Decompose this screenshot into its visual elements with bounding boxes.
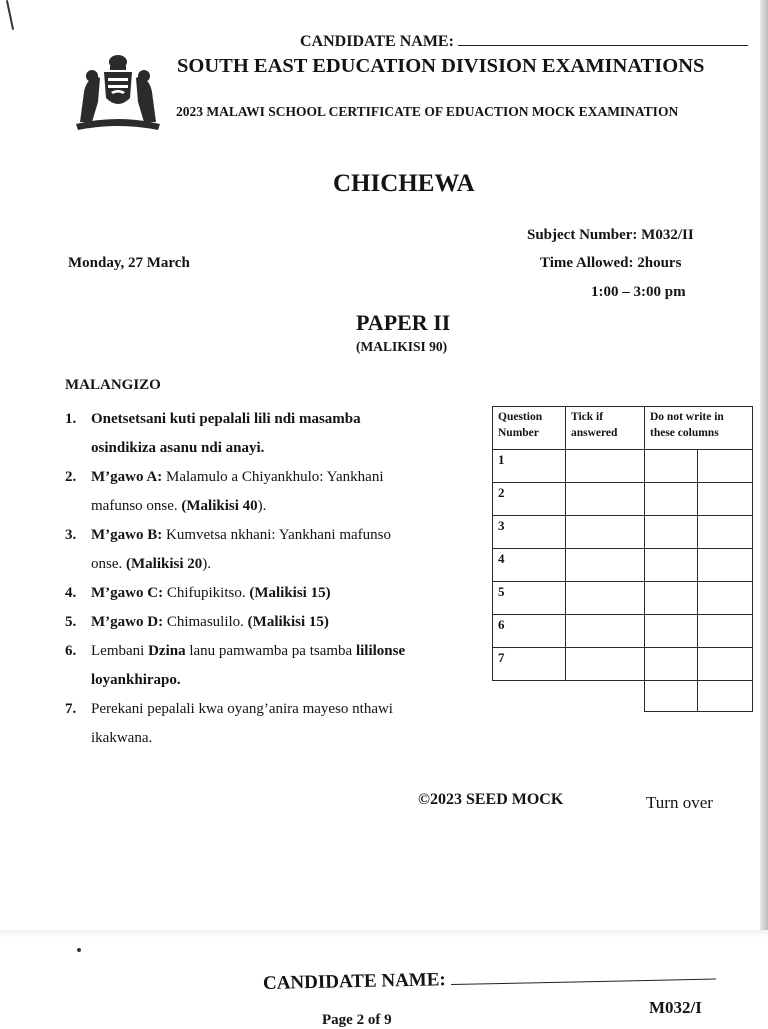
examiner-cell <box>698 549 753 582</box>
table-total-row <box>493 681 753 712</box>
examiner-cell <box>645 483 698 516</box>
question-number-cell: 5 <box>493 582 566 615</box>
subject-title: CHICHEWA <box>333 170 475 197</box>
candidate-name-line <box>458 45 748 46</box>
examiner-cell <box>698 483 753 516</box>
page-gap <box>0 930 768 938</box>
instructions-list <box>65 405 425 753</box>
question-number-cell: 2 <box>493 483 566 516</box>
examiner-cell <box>645 516 698 549</box>
next-candidate-name-row <box>263 964 716 995</box>
examiner-total-cell <box>645 681 698 712</box>
examiner-cell <box>698 516 753 549</box>
instruction-item: 1. Onetsetsani kuti pepalali lili ndi masamba osindikiza asanu ndi anayi. <box>65 411 361 456</box>
next-page-number: Page 2 of 9 <box>322 1012 392 1028</box>
instructions-heading: MALANGIZO <box>65 377 161 393</box>
examiner-cell <box>645 450 698 483</box>
instruction-item: 6. Lembani Dzina lanu pamwamba pa tsamba lililonse loyankhirapo. <box>65 643 406 688</box>
paper-title: PAPER II <box>356 310 451 335</box>
question-number-cell: 4 <box>493 549 566 582</box>
next-page-code: M032/I <box>649 998 702 1017</box>
table-row <box>493 648 753 681</box>
examiner-cell <box>698 582 753 615</box>
copyright: ©2023 SEED MOCK <box>418 791 564 808</box>
examiner-cell <box>645 549 698 582</box>
question-number-cell: 6 <box>493 615 566 648</box>
examiner-cell <box>698 450 753 483</box>
tick-cell[interactable] <box>566 483 645 516</box>
instruction-item: 2. M’gawo A: Malamulo a Chiyankhulo: Yankhani mafunso onse. (Malikisi 40). <box>65 469 384 514</box>
tick-cell[interactable] <box>566 450 645 483</box>
table-row <box>493 516 753 549</box>
turn-over: Turn over <box>646 793 713 812</box>
table-header-row <box>493 407 753 450</box>
instruction-item: 7. Perekani pepalali kwa oyang’anira mayeso nthawi ikakwana. <box>65 701 393 746</box>
tick-cell[interactable] <box>566 516 645 549</box>
paper-marks: (MALIKISI 90) <box>356 339 448 354</box>
tick-cell[interactable] <box>566 615 645 648</box>
tick-cell[interactable] <box>566 582 645 615</box>
malawi-coat-of-arms-icon <box>70 52 166 132</box>
question-number-cell: 3 <box>493 516 566 549</box>
next-candidate-name-label: CANDIDATE NAME: <box>262 969 446 994</box>
examiner-cell <box>645 582 698 615</box>
exam-title: 2023 MALAWI SCHOOL CERTIFICATE OF EDUACTION MOCK EXAMINATION <box>176 104 679 119</box>
examiner-cell <box>698 615 753 648</box>
header-tick-if-answered: Tick if answered <box>566 407 645 450</box>
table-row <box>493 615 753 648</box>
question-table <box>492 406 753 712</box>
division-title: SOUTH EAST EDUCATION DIVISION EXAMINATIONS <box>177 55 705 77</box>
table-row <box>493 549 753 582</box>
time-allowed: Time Allowed: 2hours <box>540 255 682 271</box>
candidate-name-label: CANDIDATE NAME: <box>300 33 454 50</box>
examiner-cell <box>645 648 698 681</box>
time-range: 1:00 – 3:00 pm <box>591 284 686 300</box>
instruction-item: 3. M’gawo B: Kumvetsa nkhani: Yankhani mafunso onse. (Malikisi 20). <box>65 527 391 572</box>
instruction-item: 4. M’gawo C: Chifupikitso. (Malikisi 15) <box>65 585 331 601</box>
question-number-cell: 1 <box>493 450 566 483</box>
header-do-not-write: Do not write in these columns <box>645 407 753 450</box>
question-number-cell: 7 <box>493 648 566 681</box>
header-question-number: Question Number <box>493 407 566 450</box>
next-candidate-name-line <box>451 979 716 986</box>
exam-date: Monday, 27 March <box>68 255 190 271</box>
subject-number: Subject Number: M032/II <box>527 227 694 243</box>
scan-mark <box>6 0 14 30</box>
candidate-name-row <box>300 33 748 51</box>
speck <box>77 948 81 952</box>
tick-cell[interactable] <box>566 648 645 681</box>
page-edge-shadow <box>760 0 768 935</box>
examiner-total-cell <box>698 681 753 712</box>
examiner-cell <box>698 648 753 681</box>
table-row <box>493 483 753 516</box>
table-row <box>493 450 753 483</box>
examiner-cell <box>645 615 698 648</box>
tick-cell[interactable] <box>566 549 645 582</box>
instruction-item: 5. M’gawo D: Chimasulilo. (Malikisi 15) <box>65 614 329 630</box>
table-row <box>493 582 753 615</box>
